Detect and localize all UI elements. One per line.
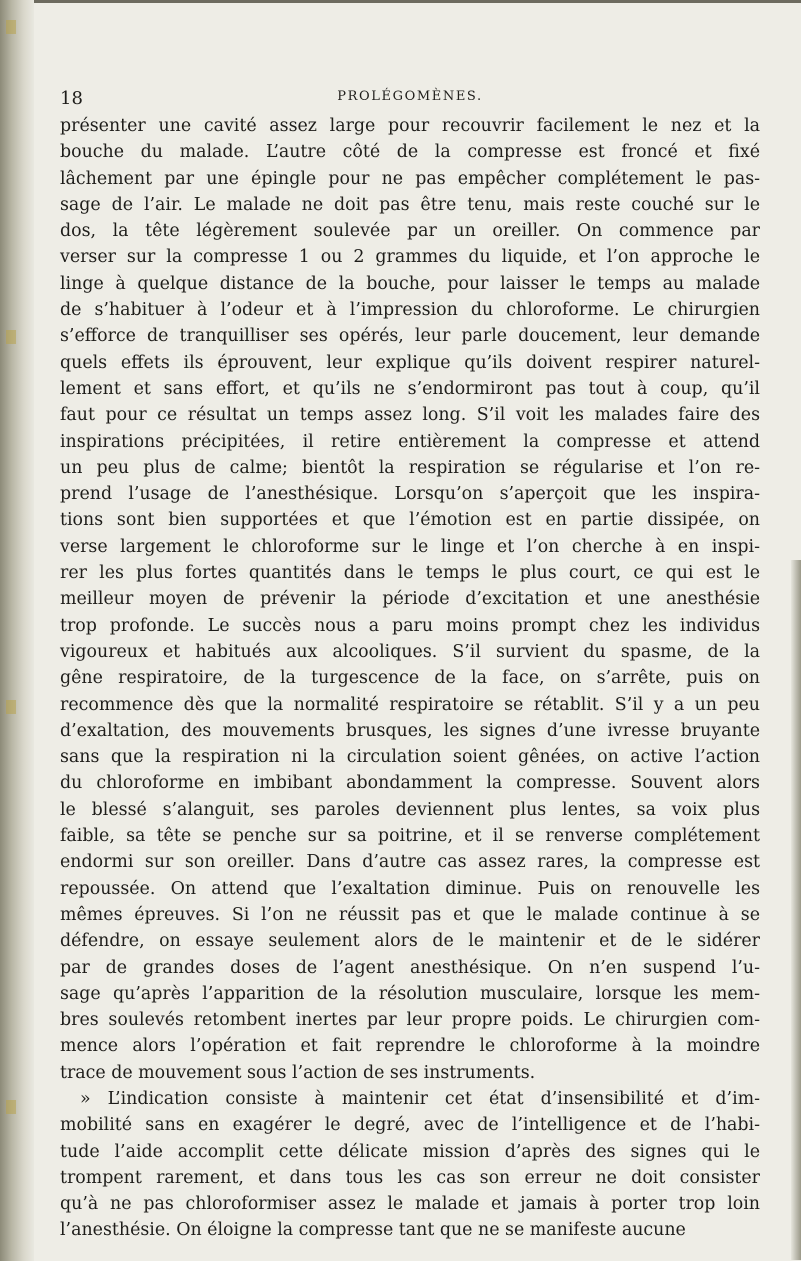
text-line: faut pour ce résultat un temps assez long. S’il voit les malades faire des — [60, 405, 760, 426]
text-line: mêmes épreuves. Si l’on ne réussit pas et que le malade continue à se — [60, 904, 760, 925]
text-line: qu’à ne pas chloroformiser assez le malade et jamais à porter trop loin — [60, 1194, 760, 1215]
running-head — [60, 88, 760, 112]
text-line: verser sur la compresse 1 ou 2 grammes du liquide, et l’on approche le — [60, 247, 760, 268]
text-line: défendre, on essaye seulement alors de le maintenir et de le sidérer — [60, 931, 760, 952]
text-line: repoussée. On attend que l’exaltation diminue. Puis on renouvelle les — [60, 878, 760, 899]
text-line: mobilité sans en exagérer le degré, avec de l’intelligence et de l’habi- — [60, 1115, 760, 1136]
page-gutter-shadow — [0, 0, 34, 1261]
text-line: linge à quelque distance de la bouche, pour laisser le temps au malade — [60, 273, 760, 294]
gutter-stain — [6, 330, 16, 344]
text-line: d’exaltation, des mouvements brusques, les signes d’une ivresse bruyante — [60, 720, 760, 741]
text-line: prend l’usage de l’anesthésique. Lorsqu’on s’aperçoit que les inspira- — [60, 484, 760, 505]
body-text — [60, 113, 760, 1244]
text-line: » L’indication consiste à maintenir cet état d’insensibilité et d’im- — [80, 1088, 760, 1109]
text-line: s’efforce de tranquilliser ses opérés, leur parle doucement, leur demande — [60, 326, 760, 347]
text-line: inspirations précipitées, il retire entièrement la compresse et attend — [60, 431, 760, 452]
gutter-stain — [6, 1100, 16, 1114]
gutter-stain — [6, 20, 16, 34]
text-line: bouche du malade. L’autre côté de la compresse est froncé et fixé — [60, 142, 760, 163]
text-line: recommence dès que la normalité respiratoire se rétablit. S’il y a un peu — [60, 694, 760, 715]
text-line: endormi sur son oreiller. Dans d’autre cas assez rares, la compresse est — [60, 852, 760, 873]
text-line: quels effets ils éprouvent, leur explique qu’ils doivent respirer naturel- — [60, 352, 760, 373]
gutter-stain — [6, 700, 16, 714]
text-line: un peu plus de calme; bientôt la respiration se régularise et l’on re- — [60, 457, 760, 478]
text-line: tions sont bien supportées et que l’émotion est en partie dissipée, on — [60, 510, 760, 531]
text-line: faible, sa tête se penche sur sa poitrine, et il se renverse complétement — [60, 826, 760, 847]
page-right-edge — [791, 560, 801, 1260]
running-title: PROLÉGOMÈNES. — [337, 89, 483, 104]
text-line: par de grandes doses de l’agent anesthésique. On n’en suspend l’u- — [60, 957, 760, 978]
text-line: bres soulevés retombent inertes par leur propre poids. Le chirurgien com- — [60, 1010, 760, 1031]
text-line: trop profonde. Le succès nous a paru moins prompt chez les individus — [60, 615, 760, 636]
text-line: mence alors l’opération et fait reprendre le chloroforme à la moindre — [60, 1036, 760, 1057]
text-line: rer les plus fortes quantités dans le temps le plus court, ce qui est le — [60, 563, 760, 584]
text-line: vigoureux et habitués aux alcooliques. S’il survient du spasme, de la — [60, 641, 760, 662]
text-line: de s’habituer à l’odeur et à l’impression du chloroforme. Le chirurgien — [60, 300, 760, 321]
text-line: lâchement par une épingle pour ne pas empêcher complétement le pas- — [60, 168, 760, 189]
text-line: sage de l’air. Le malade ne doit pas être tenu, mais reste couché sur le — [60, 194, 760, 215]
text-line: dos, la tête légèrement soulevée par un oreiller. On commence par — [60, 221, 760, 242]
text-line: trompent rarement, et dans tous les cas son erreur ne doit consister — [60, 1167, 760, 1188]
text-line: tude l’aide accomplit cette délicate mission d’après des signes qui le — [60, 1141, 760, 1162]
text-line: du chloroforme en imbibant abondamment la compresse. Souvent alors — [60, 773, 760, 794]
text-line: présenter une cavité assez large pour recouvrir facilement le nez et la — [60, 116, 760, 136]
page-top-edge — [34, 0, 801, 3]
text-line: trace de mouvement sous l’action de ses instruments. — [60, 1062, 536, 1083]
text-line: lement et sans effort, et qu’ils ne s’endormiront pas tout à coup, qu’il — [60, 378, 760, 399]
text-line: sage qu’après l’apparition de la résolution musculaire, lorsque les mem- — [60, 983, 760, 1004]
text-line: sans que la respiration ni la circulation soient gênées, on active l’action — [60, 747, 760, 768]
text-line: gêne respiratoire, de la turgescence de la face, on s’arrête, puis on — [60, 668, 760, 689]
page-number: 18 — [60, 88, 83, 109]
text-line: l’anesthésie. On éloigne la compresse tant que ne se manifeste aucune — [60, 1220, 686, 1241]
text-line: le blessé s’alanguit, ses paroles deviennent plus lentes, sa voix plus — [60, 799, 760, 820]
text-line: meilleur moyen de prévenir la période d’excitation et une anesthésie — [60, 589, 760, 610]
text-line: verse largement le chloroforme sur le linge et l’on cherche à en inspi- — [60, 536, 760, 557]
